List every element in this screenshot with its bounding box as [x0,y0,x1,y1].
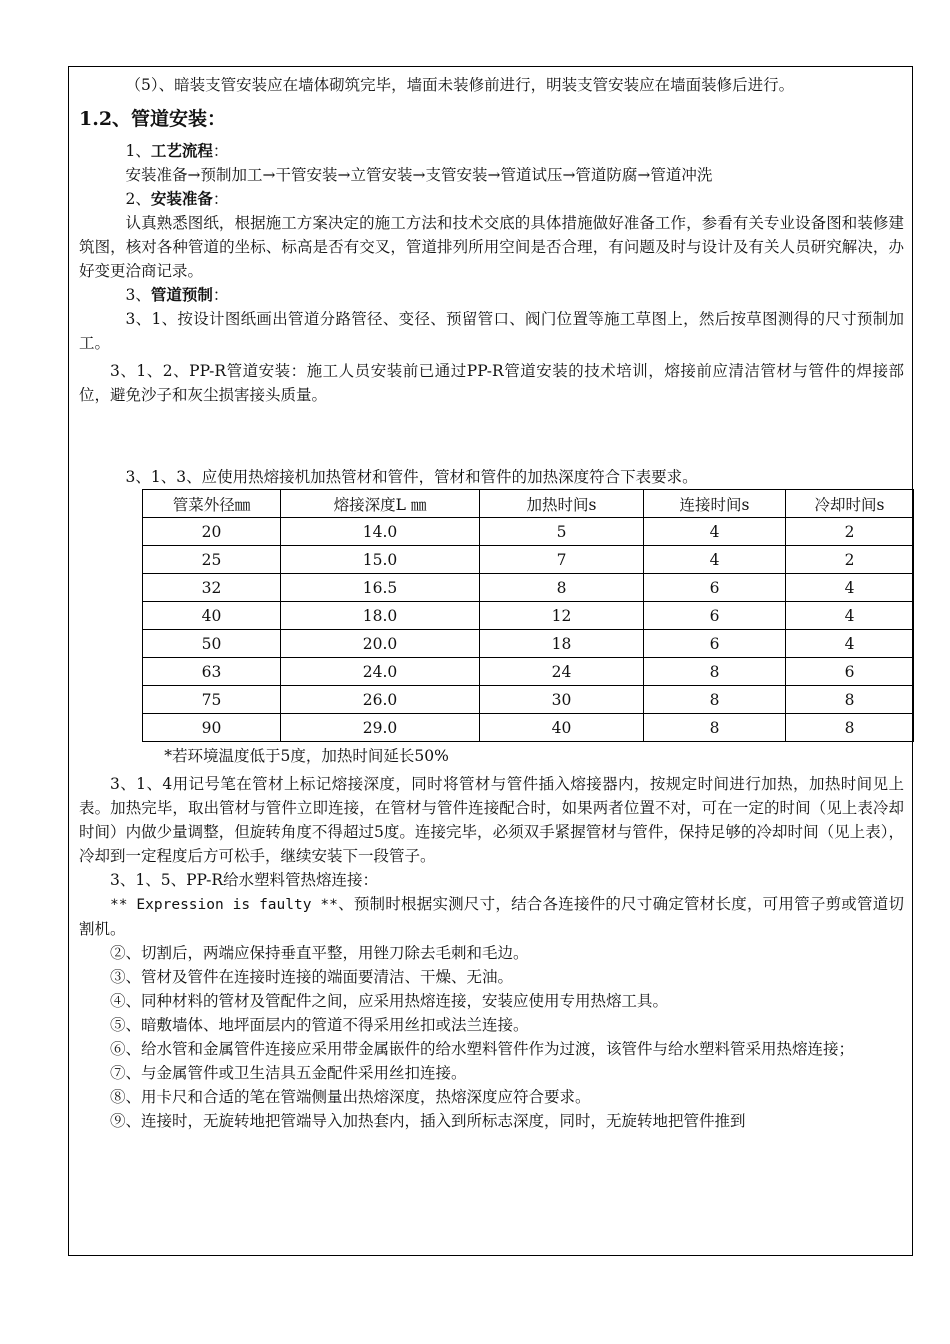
list-item: ⑦、与金属管件或卫生洁具五金配件采用丝扣连接。 [110,1064,467,1082]
table-row [143,602,914,630]
table-row [143,686,914,714]
item-1-rest: 、预制时根据实测尺寸，结合各连接件的尺寸确定管材长度，可用管子剪或管道切割机。 [79,895,904,938]
list-item: ⑨、连接时，无旋转地把管端导入加热套内，插入到所标志深度，同时，无旋转地把管件推到 [110,1112,746,1130]
table-cell: 32 [143,574,281,602]
table-row [143,714,914,742]
table-cell: 2 [786,546,914,574]
s2-heading [79,187,904,211]
table-cell: 30 [480,686,644,714]
table-cell: 24.0 [281,658,480,686]
table-cell: 20 [143,518,281,546]
s1-heading [79,139,904,163]
s3-title: 管道预制 [150,285,213,304]
heating-table [142,489,914,742]
table-row [143,574,914,602]
col-header: 熔接深度L ㎜ [281,490,480,518]
table-cell: 4 [786,602,914,630]
table-cell: 7 [480,546,644,574]
list-item: ④、同种材料的管材及管配件之间，应采用热熔连接，安装应使用专用热熔工具。 [110,992,669,1010]
s2-body: 认真熟悉图纸，根据施工方案决定的施工方法和技术交底的具体措施做好准备工作，参看有关专业设备图和装修建筑图，核对各种管道的坐标、标高是否有交叉，管道排列所用空间是否合理，有问题及时与设计及有关人员研究解决，办好变更洽商记录。 [79,214,904,280]
col-header: 连接时间s [644,490,786,518]
table-cell: 8 [644,658,786,686]
s3-num: 3、 [125,286,151,304]
table-cell: 4 [786,574,914,602]
document-body [79,73,904,1133]
table-cell: 4 [644,546,786,574]
table-cell: 50 [143,630,281,658]
table-note: *若环境温度低于5度，加热时间延长50% [164,747,449,765]
table-cell: 18 [480,630,644,658]
table-cell: 18.0 [281,602,480,630]
table-cell: 5 [480,518,644,546]
table-cell: 40 [143,602,281,630]
table-cell: 90 [143,714,281,742]
table-cell: 4 [786,630,914,658]
table-cell: 24 [480,658,644,686]
list-item: ③、管材及管件在连接时连接的端面要清洁、干燥、无油。 [110,968,514,986]
table-cell: 8 [786,714,914,742]
list-item: ②、切割后，两端应保持垂直平整，用锉刀除去毛刺和毛边。 [110,944,529,962]
spacer [79,407,904,461]
list-item: ⑥、给水管和金属管件连接应采用带金属嵌件的给水塑料管件作为过渡，该管件与给水塑料管采用热熔连接； [110,1040,855,1058]
table-row [143,518,914,546]
p312: 3、1、2、PP-R管道安装：施工人员安装前已通过PP-R管道安装的技术培训，熔接前应清洁管材与管件的焊接部位，避免沙子和灰尘损害接头质量。 [79,362,904,404]
list-item: ⑤、暗敷墙体、地坪面层内的管道不得采用丝扣或法兰连接。 [110,1016,529,1034]
s1-colon: ： [212,142,229,160]
table-row [143,630,914,658]
table-cell: 8 [644,686,786,714]
s3-colon: ： [212,286,229,304]
table-cell: 2 [786,518,914,546]
p313: 3、1、3、应使用热熔接机加热管材和管件，管材和管件的加热深度符合下表要求。 [125,468,698,486]
table-cell: 8 [480,574,644,602]
col-header: 冷却时间s [786,490,914,518]
s2-num: 2、 [125,190,151,208]
p31: 3、1、按设计图纸画出管道分路管径、变径、预留管口、阀门位置等施工草图上，然后按草图测得的尺寸预制加工。 [79,310,904,352]
s2-title: 安装准备 [150,189,213,208]
table-cell: 25 [143,546,281,574]
para-5: （5）、暗装支管安装应在墙体砌筑完毕，墙面未装修前进行，明装支管安装应在墙面装修后进行。 [125,76,795,94]
s2-colon: ： [212,190,229,208]
table-cell: 6 [644,630,786,658]
table-cell: 8 [644,714,786,742]
error-text: ** Expression is faulty ** [110,897,338,913]
table-cell: 26.0 [281,686,480,714]
col-header: 管菜外径㎜ [143,490,281,518]
table-cell: 20.0 [281,630,480,658]
s1-num: 1、 [125,142,151,160]
table-cell: 8 [786,686,914,714]
table-header-row [143,490,914,518]
section-title: 1.2、管道安装： [79,108,227,130]
table-cell: 6 [644,574,786,602]
table-cell: 15.0 [281,546,480,574]
s1-flow: 安装准备→预制加工→干管安装→立管安装→支管安装→管道试压→管道防腐→管道冲洗 [125,166,713,184]
table-cell: 63 [143,658,281,686]
p315: 3、1、5、PP-R给水塑料管热熔连接： [110,871,379,889]
table-row [143,546,914,574]
table-cell: 12 [480,602,644,630]
table-cell: 6 [644,602,786,630]
table-cell: 75 [143,686,281,714]
table-cell: 40 [480,714,644,742]
col-header: 加热时间s [480,490,644,518]
table-cell: 29.0 [281,714,480,742]
p314: 3、1、4用记号笔在管材上标记熔接深度，同时将管材与管件插入熔接器内，按规定时间进行加热，加热时间见上表。加热完毕，取出管材与管件立即连接，在管材与管件连接配合时，如果两者位置不对，可在一定的时间（见上表冷却时间）内做少量调整，但旋转角度不得超过5度。连接完毕，必须双手紧握管材与管件，保持足够的冷却时间（见上表），冷却到一定程度后方可松手，继续安装下一段管子。 [79,775,904,865]
page-frame [68,66,913,1256]
s3-heading [79,283,904,307]
item-1 [79,892,904,941]
list-item: ⑧、用卡尺和合适的笔在管端侧量出热熔深度，热熔深度应符合要求。 [110,1088,591,1106]
table-cell: 14.0 [281,518,480,546]
s1-title: 工艺流程 [150,141,213,160]
table-cell: 16.5 [281,574,480,602]
table-cell: 4 [644,518,786,546]
table-cell: 6 [786,658,914,686]
table-row [143,658,914,686]
